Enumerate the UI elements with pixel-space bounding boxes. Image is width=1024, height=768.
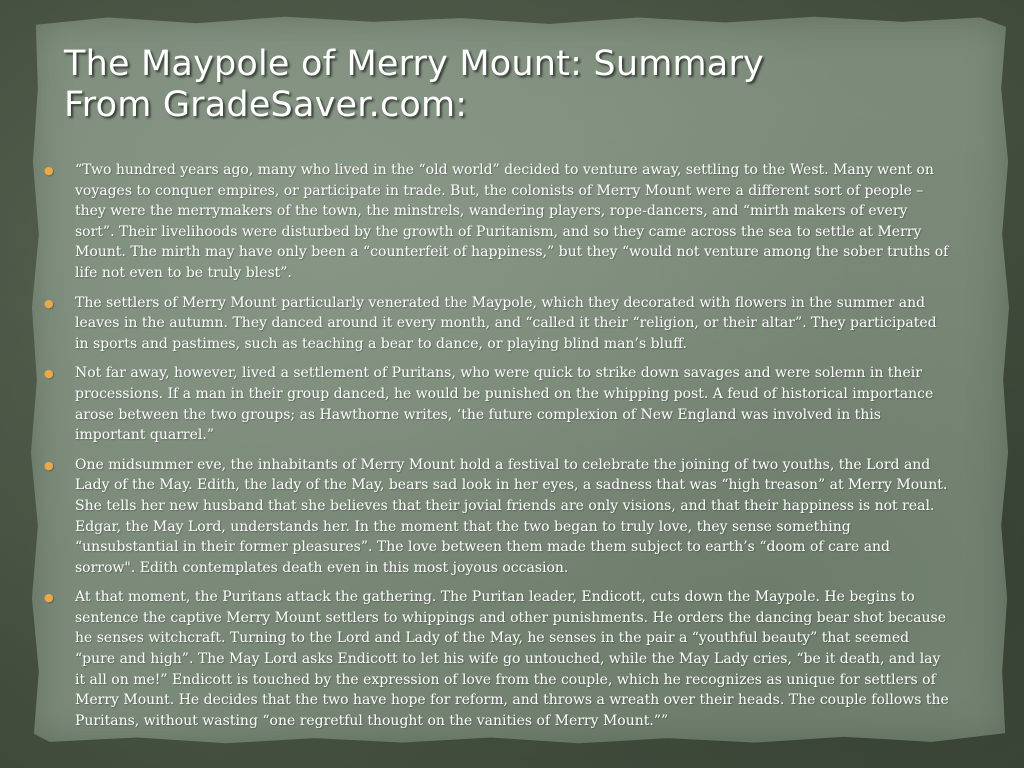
bullet-item-5 — [44, 587, 949, 731]
bullet-dot-icon: ● — [44, 458, 54, 472]
bullet-item-1 — [44, 160, 949, 284]
bullet-dot-icon: ● — [44, 591, 54, 605]
bullet-item-3 — [44, 363, 949, 445]
slide-title-line-1: The Maypole of Merry Mount: Summary — [64, 44, 764, 84]
bullet-text-3: Not far away, however, lived a settlement of Puritans, who were quick to strike down savages and were solemn in their processions. If a man in their group danced, he would be punished on the whipping post. A feud of historical importance arose between the two groups; as Hawthorne writes, ‘the future complexion of New England was involved in this important quarrel.” — [75, 365, 934, 444]
summary-bullet-list — [44, 160, 949, 740]
bullet-text-5: At that moment, the Puritans attack the gathering. The Puritan leader, Endicott, cuts down the Maypole. He begins to sentence the captive Merry Mount settlers to whippings and other punishments. He orders the dancing bear shot because he senses witchcraft. Turning to the Lord and Lady of the May, he senses in the pair a “youthful beauty” that seemed “pure and high”. The May Lord asks Endicott to let his wife go untouched, while the May Lady cries, “be it death, and lay it all on me!” Endicott is touched by the expression of love from the couple, which he recognizes as unique for settlers of Merry Mount. He decides that the two have hope for reform, and throws a wreath over their heads. The couple follows the Puritans, without wasting “one regretful thought on the vanities of Merry Mount.”” — [75, 589, 949, 729]
slide-title-line-2: From GradeSaver.com: — [64, 85, 468, 125]
bullet-dot-icon: ● — [44, 296, 54, 310]
bullet-item-4 — [44, 455, 949, 579]
bullet-text-4: One midsummer eve, the inhabitants of Merry Mount hold a festival to celebrate the joining of two youths, the Lord and Lady of the May. Edith, the lady of the May, bears sad look in her eyes, a sadness that was “high treason” at Merry Mount. She tells her new husband that she believes that their jovial friends are only visions, and that their happiness is not real. Edgar, the May Lord, understands her. In the moment that the two began to truly love, they sense something “unsubstantial in their former pleasures”. The love between them made them subject to earth’s “doom of care and sorrow". Edith contemplates death even in this most joyous occasion. — [75, 456, 948, 576]
bullet-text-2: The settlers of Merry Mount particularly venerated the Maypole, which they decorated with flowers in the summer and leaves in the autumn. They danced around it every month, and “called it their “religion, or their altar”. They participated in sports and pastimes, such as teaching a bear to dance, or playing blind man’s bluff. — [75, 294, 937, 352]
bullet-dot-icon: ● — [44, 164, 54, 177]
bullet-dot-icon: ● — [44, 367, 54, 381]
slide-title — [64, 44, 924, 126]
bullet-text-1: “Two hundred years ago, many who lived in the “old world” decided to venture away, settling to the West. Many went on voyages to conquer empires, or participate in trade. But, the colonists of Merry Mount were a different sort of people – they were the merrymakers of the town, the minstrels, wandering players, rope-dancers, and “mirth makers of every sort”. Their livelihoods were disturbed by the growth of Puritanism, and so they came across the sea to settle at Merry Mount. The mirth may have only been a “counterfeit of happiness,” but they “would not venture among the sober truths of life not even to be truly blest”. — [75, 162, 949, 281]
bullet-item-2 — [44, 293, 949, 355]
